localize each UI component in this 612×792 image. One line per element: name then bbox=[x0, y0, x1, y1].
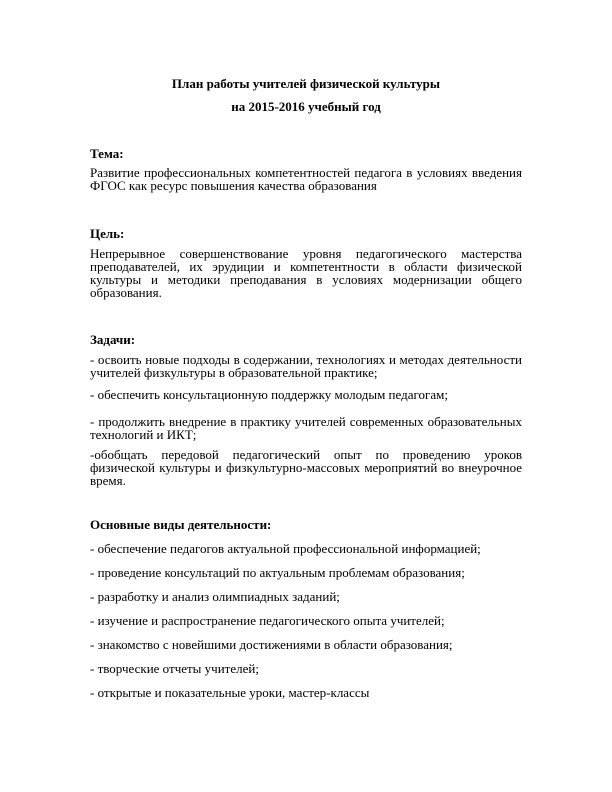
activity-item-4: - изучение и распространение педагогического опыта учителей; bbox=[90, 613, 445, 628]
document-title-line-2: на 2015-2016 учебный год bbox=[231, 99, 381, 114]
task-item-1: - освоить новые подходы в содержании, технологиях и методах деятельности учителей физкультуры в образовательной практике; bbox=[90, 352, 522, 380]
task-item-2: - обеспечить консультационную поддержку молодым педагогам; bbox=[90, 387, 448, 402]
theme-text: Развитие профессиональных компетентностей педагога в условиях введения ФГОС как ресурс повышения качества образования bbox=[90, 165, 522, 193]
task-item-4: -обобщать передовой педагогический опыт по проведению уроков физической культуры и физкультурно-массовых мероприятий во внеурочное время. bbox=[90, 447, 522, 488]
activity-item-6: - творческие отчеты учителей; bbox=[90, 661, 259, 676]
activity-item-5: - знакомство с новейшими достижениями в области образования; bbox=[90, 637, 453, 652]
activity-item-2: - проведение консультаций по актуальным проблемам образования; bbox=[90, 565, 465, 580]
goal-heading: Цель: bbox=[90, 226, 125, 241]
activity-item-3: - разработку и анализ олимпиадных заданий; bbox=[90, 589, 340, 604]
goal-text: Непрерывное совершенствование уровня педагогического мастерства преподавателей, их эрудиции и компетентности в области физической культуры и методики преподавания в условиях модернизации общего образования. bbox=[90, 246, 522, 300]
activity-item-7: - открытые и показательные уроки, мастер-классы bbox=[90, 685, 370, 700]
activities-heading: Основные виды деятельности: bbox=[90, 517, 272, 532]
document-title-line-1: План работы учителей физической культуры bbox=[171, 76, 441, 91]
theme-heading: Тема: bbox=[90, 146, 124, 161]
tasks-heading: Задачи: bbox=[90, 332, 136, 347]
task-item-3: - продолжить внедрение в практику учителей современных образовательных технологий и ИКТ; bbox=[90, 414, 522, 442]
activity-item-1: - обеспечение педагогов актуальной профессиональной информацией; bbox=[90, 541, 481, 556]
